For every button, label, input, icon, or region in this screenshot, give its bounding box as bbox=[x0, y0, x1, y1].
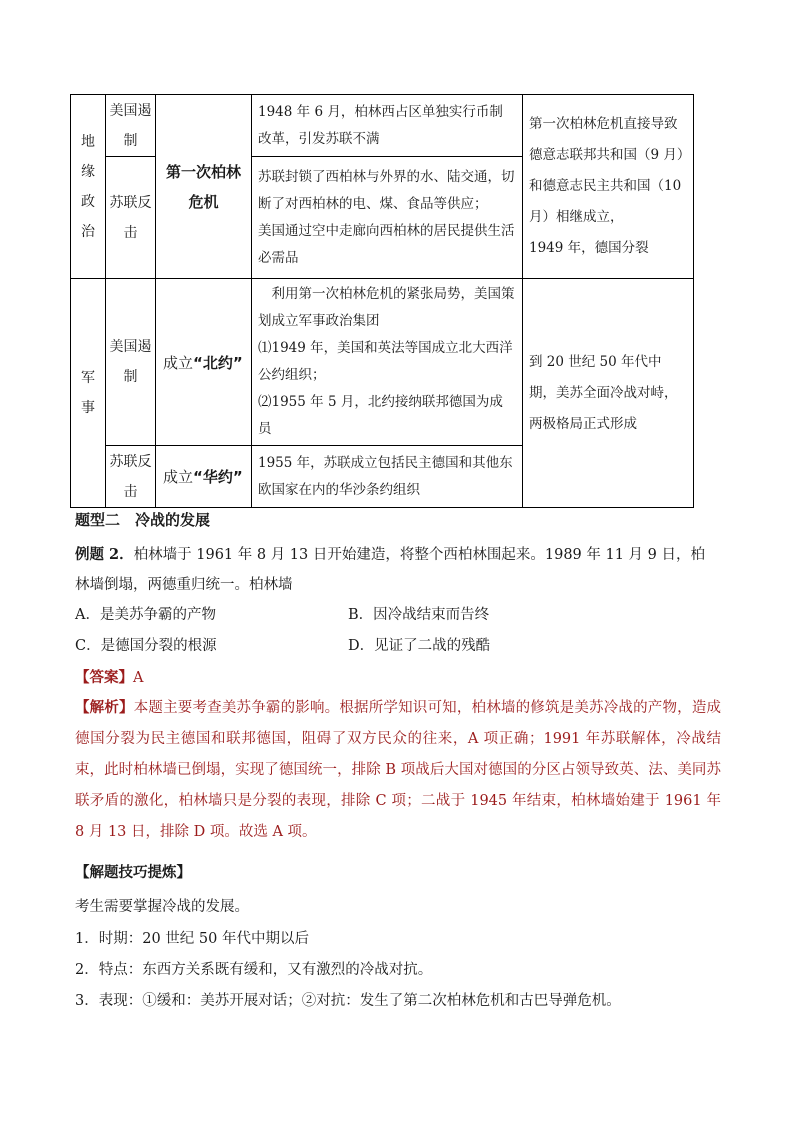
option-a: A．是美苏争霸的产物 bbox=[75, 607, 216, 623]
tips-title: 【解题技巧提炼】 bbox=[75, 864, 191, 881]
section-title: 题型二 冷战的发展 bbox=[75, 511, 211, 529]
tips-intro: 考生需要掌握冷战的发展。 bbox=[75, 899, 249, 915]
category-military: 军 事 bbox=[71, 279, 106, 508]
us-containment-label-mil: 美国遏制 bbox=[106, 279, 156, 446]
option-d: D．见证了二战的残酷 bbox=[348, 638, 491, 654]
su-content-mil: 1955 年，苏联成立包括民主德国和其他东欧国家在内的华沙条约组织 bbox=[252, 446, 523, 508]
option-c: C．是德国分裂的根源 bbox=[75, 638, 217, 654]
su-content-geo: 苏联封锁了西柏林与外界的水、陆交通，切断了对西柏林的电、煤、食品等供应； 美国通过空中走廊向西柏林的居民提供生活必需品 bbox=[252, 157, 523, 279]
explanation: 【解析】本题主要考查美苏争霸的影响。根据所学知识可知，柏林墙的修筑是美苏冷战的产物，造成德国分裂为民主德国和联邦德国，阻碍了双方民众的往来，A 项正确；1991 年苏联解体，冷战结束，此时柏林墙已倒塌，实现了德国统一，排除 B 项战后大国对德国的分区占领导致英、法、美同苏联矛盾的激化，柏林墙只是分裂的表现，排除 C 项；二战于 1945 年结束，柏林墙始建于 1961 年 8 月 13 日，排除 D 项。故选 A 项。 bbox=[75, 699, 722, 840]
question-stem: 例题 2．柏林墙于 1961 年 8 月 13 日开始建造，将整个西柏林围起来。1989 年 11 月 9 日，柏林墙倒塌，两德重归统一。柏林墙 bbox=[75, 546, 705, 593]
us-content-geo: 1948 年 6 月，柏林西占区单独实行币制改革，引发苏联不满 bbox=[252, 95, 523, 157]
us-containment-label: 美国遏制 bbox=[106, 95, 156, 157]
tips-item-3: 3．表现：①缓和：美苏开展对话；②对抗：发生了第二次柏林危机和古巴导弹危机。 bbox=[75, 993, 621, 1009]
answer: 【答案】A bbox=[75, 669, 144, 686]
tips-item-1: 1．时期：20 世纪 50 年代中期以后 bbox=[75, 931, 309, 947]
option-b: B．因冷战结束而告终 bbox=[348, 607, 490, 623]
us-content-mil: 利用第一次柏林危机的紧张局势，美国策划成立军事政治集团 ⑴1949 年，美国和英法等国成立北大西洋公约组织； ⑵1955 年 5 月，北约接纳联邦德国为成员 bbox=[252, 279, 523, 446]
tips-item-2: 2．特点：东西方关系既有缓和，又有激烈的冷战对抗。 bbox=[75, 962, 433, 978]
result-geo: 第一次柏林危机直接导致德意志联邦共和国（9 月）和德意志民主共和国（10 月）相继成立， 1949 年，德国分裂 bbox=[523, 95, 694, 279]
event-berlin-crisis: 第一次柏林危机 bbox=[156, 95, 252, 279]
su-counter-label-mil: 苏联反击 bbox=[106, 446, 156, 508]
event-nato: 成立“北约” bbox=[156, 279, 252, 446]
su-counter-label: 苏联反击 bbox=[106, 157, 156, 279]
result-mil: 到 20 世纪 50 年代中期，美苏全面冷战对峙，两极格局正式形成 bbox=[523, 279, 694, 508]
event-warsaw: 成立“华约” bbox=[156, 446, 252, 508]
category-geopolitics: 地 缘 政 治 bbox=[71, 95, 106, 279]
summary-table bbox=[70, 94, 694, 508]
